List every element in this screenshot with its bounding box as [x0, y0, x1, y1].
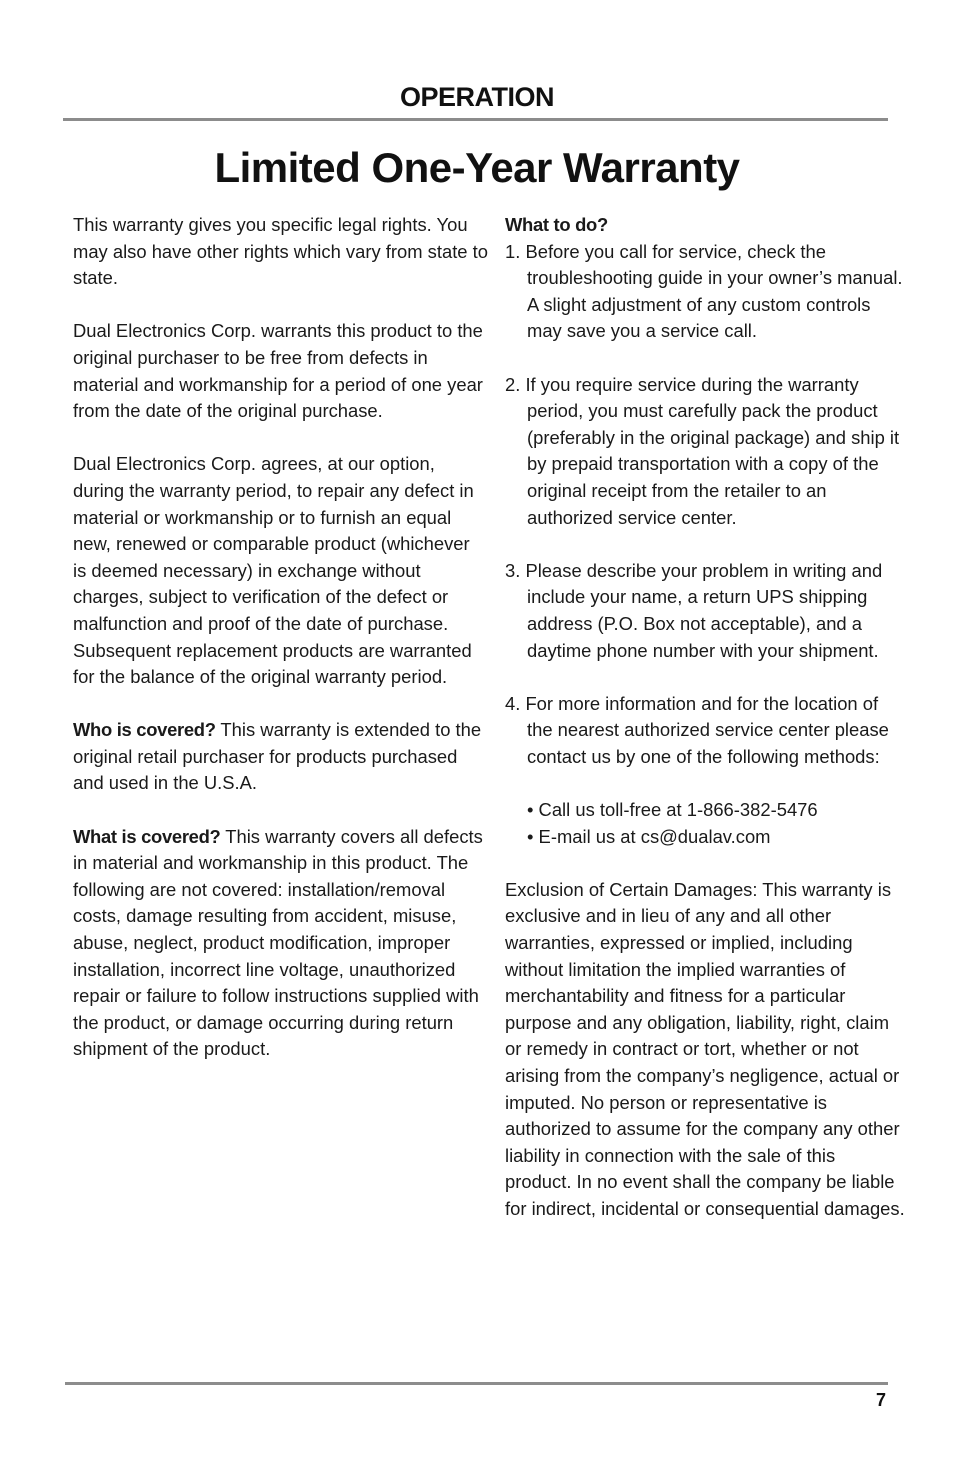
what-covered-paragraph: [73, 824, 488, 1063]
step-item: 4. For more information and for the location of the nearest authorized service center please contact us by one of the following methods:: [505, 692, 889, 767]
who-covered-paragraph: [73, 717, 488, 797]
page-title: Limited One-Year Warranty: [214, 144, 740, 191]
what-covered-label: What is covered?: [73, 825, 221, 847]
left-column: [73, 212, 488, 1090]
step-item: 1. Before you call for service, check the troubleshooting guide in your owner’s manual. A slight adjustment of any custom controls may save you a service call.: [505, 240, 903, 342]
who-covered-label: Who is covered?: [73, 719, 216, 741]
contact-list: [505, 797, 905, 850]
rights-paragraph: This warranty gives you specific legal rights. You may also have other rights which vary from state to state.: [73, 214, 488, 289]
warranty-paragraph: Dual Electronics Corp. warrants this product to the original purchaser to be free from defects in material and workmanship for a period of one year from the date of the original purchase.: [73, 320, 483, 422]
what-covered-text: This warranty covers all defects in material and workmanship in this product. The following are not covered: installation/removal costs, damage resulting from accident, misuse, abuse, neglect, product modification, improper installation, incorrect line voltage, unauthorized repair or failure to follow instructions supplied with the product, or damage occurring during return shipment of the product.: [73, 825, 483, 1060]
bottom-divider: [65, 1382, 888, 1385]
step-item: 2. If you require service during the warranty period, you must carefully pack the product (preferably in the original package) and ship it by prepaid transportation with a copy of the original receipt from the retailer to an authorized service center.: [505, 373, 900, 528]
who-covered-text: This warranty is extended to the original retail purchaser for products purchased and used in the U.S.A.: [73, 719, 482, 794]
section-header: OPERATION: [399, 82, 554, 112]
contact-email: • E-mail us at cs@dualav.com: [527, 825, 771, 847]
step-item: 3. Please describe your problem in writing and include your name, a return UPS shipping address (P.O. Box not acceptable), and a daytime phone number with your shipment.: [505, 559, 883, 661]
contact-phone: • Call us toll-free at 1-866-382-5476: [527, 799, 818, 821]
service-steps: [505, 239, 905, 771]
right-column: [505, 212, 905, 1249]
agreement-paragraph: Dual Electronics Corp. agrees, at our option, during the warranty period, to repair any defect in material or workmanship or to furnish an equal new, renewed or comparable product (whichever is deemed necessary) in exchange without charges, subject to verification of the defect or malfunction and proof of the date of purchase. Subsequent replacement products are warranted for the balance of the original warranty period.: [73, 453, 474, 688]
page-number: 7: [875, 1390, 886, 1410]
exclusion-paragraph: Exclusion of Certain Damages: This warranty is exclusive and in lieu of any and all other warranties, expressed or implied, including without limitation the implied warranties of merchantability and fitness for a particular purpose and any obligation, liability, right, claim or remedy in contract or tort, whether or not arising from the company’s negligence, actual or imputed. No person or representative is authorized to assume for the company any other liability in connection with the sale of this product. In no event shall the company be liable for indirect, incidental or consequential damages.: [505, 878, 905, 1219]
top-divider: [63, 118, 888, 121]
what-to-do-heading: What to do?: [505, 214, 608, 235]
